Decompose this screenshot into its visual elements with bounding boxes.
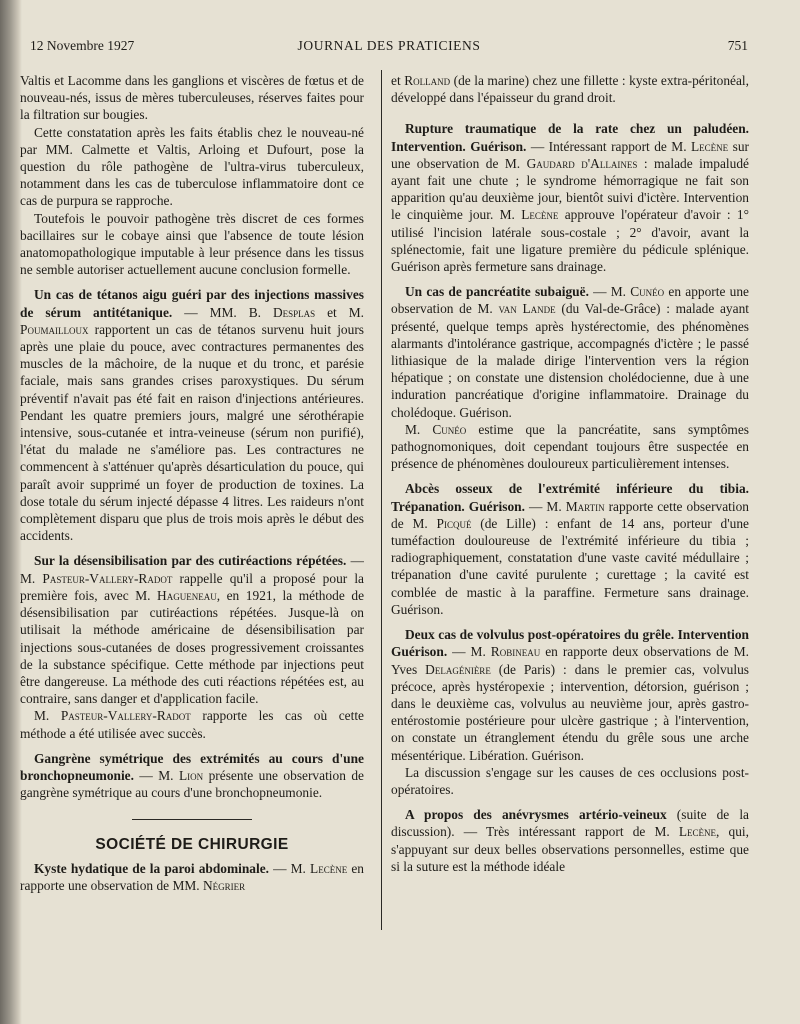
- section-separator: [132, 819, 252, 820]
- article-title: Kyste hydatique de la paroi abdominale.: [34, 860, 270, 876]
- author-name: Picqué: [436, 515, 472, 531]
- author-name: Pasteur-Vallery-Radot: [42, 570, 173, 586]
- paragraph: Toutefois le pouvoir pathogène très discret de ces formes bacillaires sur le cobaye ainsi que l'absence de toute lésion anatomopathologique imputable à leur présence dans les tissus ne semble autoriser actuellement aucune conclusion formelle.: [20, 210, 364, 278]
- article-kyste: Kyste hydatique de la paroi abdominale. — M. Lecène en rapporte une observation de MM. Négrier: [20, 860, 364, 893]
- paragraph: La discussion s'engage sur les causes de ces occlusions post-opératoires.: [391, 764, 749, 797]
- header-journal-title: JOURNAL DES PRATICIENS: [297, 38, 481, 53]
- author-name: Lecène: [678, 824, 717, 840]
- paragraph: Valtis et Lacomme dans les ganglions et viscères de fœtus et de nouveau-nés, issus de mères tuberculeuses, réserves faites pour la filtration sur bougies.: [20, 73, 364, 123]
- author-name: Gaudard d'Allaines: [526, 155, 638, 171]
- author-name: Rolland: [404, 73, 451, 88]
- article-title: Abcès osseux de l'extrémité inférieure du tibia. Trépanation. Guérison.: [391, 481, 749, 514]
- article-title: Gangrène symétrique des extrémités au cours d'une bronchopneumonie.: [20, 750, 364, 783]
- author-name: Pasteur-Vallery-Radot: [60, 708, 191, 724]
- article-title: Rupture traumatique de la rate chez un paludéen. Intervention. Guérison.: [391, 121, 749, 154]
- right-column: [391, 72, 749, 1016]
- article-title: A propos des anévrysmes artério-veineux: [405, 807, 667, 823]
- author-name: Lecène: [310, 860, 348, 876]
- article-desensibilisation: Sur la désensibilisation par des cutiréactions répétées. — M. Pasteur-Vallery-Radot rappelle qu'il a proposé pour la première fois, avec M. Hagueneau, en 1921, la méthode de désensibilisation par cutiréactions répétées. Jusque-là on utilisait la méthode américaine de désensibilisation par injections sous-cutanées de doses progressivement croissantes de la substance spécifique. Cette méthode par injections peut être dangereuse. La méthode des cuti réactions répétées est, au contraire, sans danger et d'application facile.: [20, 553, 364, 707]
- author-name: Cunéo: [630, 284, 665, 300]
- author-name: Négrier: [202, 877, 246, 893]
- column-divider: [381, 70, 382, 930]
- article-rupture-rate: Rupture traumatique de la rate chez un paludéen. Intervention. Guérison. — Intéressant rapport de M. Lecène sur une observation de M. Gaudard d'Allaines : malade impaludé ayant fait une chute ; le syndrome hémorragique ne fait son apparition qu'au deuxième jour, bientôt suivi d'ictère. Intervention le cinquième jour. M. Lecène approuve l'opérateur d'avoir : 1° utilisé l'incision latérale sous-costale ; 2° d'avoir, avant la splénectomie, fait une ligature première du pédicule splénique. Guérison après fermeture sans drainage.: [391, 121, 749, 275]
- author-name: Robineau: [490, 644, 541, 660]
- paragraph: M. Pasteur-Vallery-Radot rapporte les cas où cette méthode a été utilisée avec succès.: [20, 708, 364, 741]
- header-page-number: 751: [727, 38, 748, 53]
- paragraph: M. Cunéo estime que la pancréatite, sans symptômes pathognomoniques, doit cependant toujours être suspectée en présence de phénomènes douloureux particulièrement intenses.: [391, 421, 749, 472]
- left-column: [20, 72, 364, 1016]
- paragraph: Cette constatation après les faits établis chez le nouveau-né par MM. Calmette et Valtis, Arloing et Dufourt, pose la question du rôle pathogène de l'ultra-virus tuberculeux, notamment dans les cas de tuberculose inflammatoire dont ce cas de purpura se rapproche.: [20, 124, 364, 209]
- author-name: Lion: [178, 767, 204, 783]
- article-title: Un cas de tétanos aigu guéri par des injections massives de sérum antitétanique.: [20, 287, 364, 320]
- article-title: Un cas de pancréatite subaiguë.: [405, 284, 589, 300]
- author-name: Hagueneau: [157, 587, 217, 603]
- running-header: [30, 38, 748, 56]
- section-heading: SOCIÉTÉ DE CHIRURGIE: [95, 836, 289, 854]
- author-name: Desplas: [272, 304, 316, 320]
- header-date: 12 Novembre 1927: [30, 38, 135, 53]
- article-anevrysmes: A propos des anévrysmes artério-veineux (suite de la discussion). — Très intéressant rapport de M. Lecène, qui, s'appuyant sur deux belles observations personnelles, estime que si la suture est la méthode idéale: [391, 807, 749, 874]
- author-name: Poumailloux: [20, 321, 89, 337]
- article-title: Deux cas de volvulus post-opératoires du grêle. Intervention Guérison.: [391, 627, 749, 660]
- author-name: van Lande: [498, 301, 556, 317]
- article-tetanos: Un cas de tétanos aigu guéri par des injections massives de sérum antitétanique. — MM. B. Desplas et M. Poumailloux rapportent un cas de tétanos survenu huit jours après une plaie du pouce, avec contractures permanentes des muscles de la mâchoire, de la nuque et du tronc, et parésie faciale, mais sans grandes crises paroxystiques. Du sérum préventif n'avait pas été fait en raison d'injections antérieures. Pendant les quatre premiers jours, malgré une sérothérapie intensive, sous-cutanée et intra-veineuse (sérum non purifié), l'état du malade ne s'améliore pas. Les contractures ne commencent à s'atténuer qu'après désarticulation du pouce, qui paraît avoir supprimé un foyer de production de toxines. La dose totale du sérum injecté dépasse 4 litres. Les raideurs n'ont complètement disparu que plus de trois mois après le début des accidents.: [20, 287, 364, 544]
- author-name: Lecène: [521, 207, 559, 223]
- journal-page: [18, 0, 800, 1024]
- article-volvulus: Deux cas de volvulus post-opératoires du grêle. Intervention Guérison. — M. Robineau en rapporte deux observations de M. Yves Delagénière (de Paris) : dans le premier cas, volvulus précoce, après hystéropexie ; intervention, détorsion, guérison ; dans le deuxième cas, volvulus au neuvième jour, après gastro-entérostomie postérieure pour ulcère gastrique ; à l'intervention, on constate un étranglement étendu du grêle sous une arche mésentérique. Libération. Guérison.: [391, 627, 749, 763]
- article-gangrene: Gangrène symétrique des extrémités au cours d'une bronchopneumonie. — M. Lion présente une observation de gangrène symétrique au cours d'une bronchopneumonie.: [20, 750, 364, 801]
- author-name: Martin: [565, 498, 605, 514]
- author-name: Delagénière: [425, 661, 491, 677]
- author-name: Lecène: [691, 138, 729, 154]
- article-pancreatite: Un cas de pancréatite subaiguë. — M. Cunéo en apporte une observation de M. van Lande (du Val-de-Grâce) : malade ayant présenté, quelque temps après hystérectomie, des phénomènes alarmants d'intolérance gastrique, accompagnés d'ictère ; le passé lithiasique de la malade dirige l'intervention vers la région hépatique ; on constate une distension cholédocienne, due à une induration pancréatique d'origine inflammatoire. Drainage du cholédoque. Guérison.: [391, 284, 749, 420]
- author-name: Cunéo: [432, 421, 467, 437]
- paragraph: et Rolland (de la marine) chez une fillette : kyste extra-péritonéal, développé dans l'épaisseur du grand droit.: [391, 73, 749, 106]
- article-abces-tibia: Abcès osseux de l'extrémité inférieure du tibia. Trépanation. Guérison. — M. Martin rapporte cette observation de M. Picqué (de Lille) : enfant de 14 ans, porteur d'une tuméfaction douloureuse de l'extrémité inférieure du tibia ; radiographiquement, constatation d'une vaste cavité médullaire ; trépanation d'une cavité purulente ; curettage ; la cavité est comblée de mastic à la paraffine. Fermeture sans drainage. Guérison.: [391, 481, 749, 617]
- article-title: Sur la désensibilisation par des cutiréactions répétées.: [34, 553, 347, 569]
